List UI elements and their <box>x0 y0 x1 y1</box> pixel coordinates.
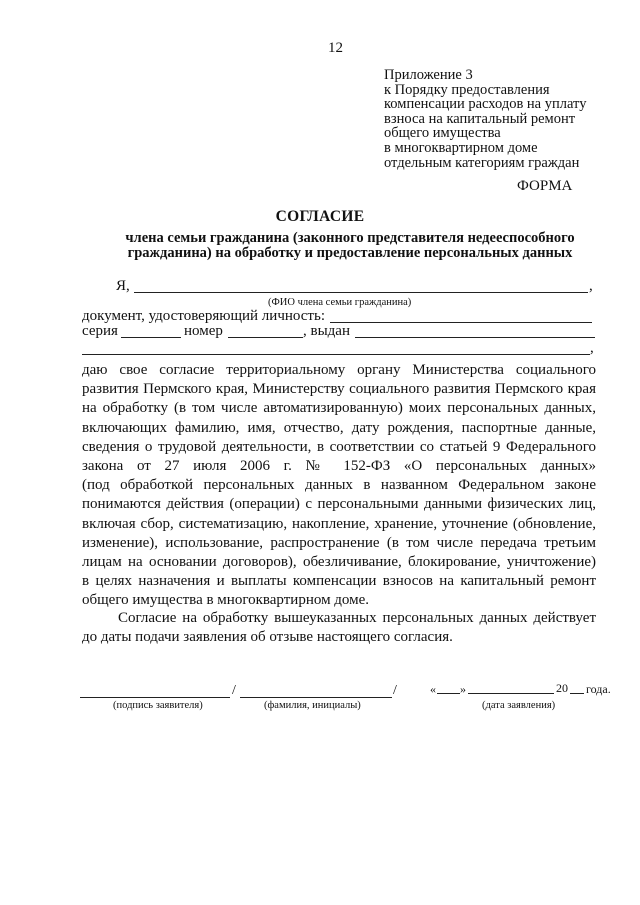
annex-line: отдельным категориям граждан <box>384 154 580 171</box>
subtitle-line: члена семьи гражданина (законного представителя недееспособного <box>125 230 575 246</box>
issued-continuation-line[interactable] <box>82 354 590 355</box>
consent-line: включая сбор, систематизацию, накопление, хранение, уточнение (обновление, <box>82 515 596 532</box>
date-quote-open: « <box>430 682 436 696</box>
year-input-line[interactable] <box>570 693 584 694</box>
subtitle-line: гражданина) на обработку и предоставление персональных данных <box>127 244 573 261</box>
consent-line: закона от 27 июля 2006 г. № 152-ФЗ «О персональных данных» <box>82 458 596 475</box>
annex-line: общего имущества <box>384 125 501 142</box>
consent-line: лицам на основании договоров), обезличивание, блокирование, уничтожение) <box>82 554 596 571</box>
consent-line: сведения о трудовой деятельности, в соответствии со статьей 9 Федерального <box>82 438 596 455</box>
validity-paragraph <box>82 609 596 647</box>
document-subtitle <box>60 231 640 260</box>
consent-line: понимаются действия (операции) с персональными данными физических лиц, <box>82 496 596 513</box>
consent-line: изменение), использование, распространение (в том числе передача третьим <box>82 534 596 551</box>
signature-input-line[interactable] <box>80 697 230 698</box>
day-input-line[interactable] <box>437 693 460 694</box>
consent-paragraph <box>82 361 596 611</box>
date-quote-close: » <box>460 682 466 696</box>
signature-caption: (подпись заявителя) <box>113 700 203 711</box>
name-input-line[interactable] <box>240 697 392 698</box>
document-label: документ, удостоверяющий личность: <box>82 308 325 324</box>
consent-line: общего имущества в многоквартирном доме. <box>82 592 370 609</box>
line-end-comma: , <box>590 340 594 356</box>
document-title: СОГЛАСИЕ <box>275 208 365 225</box>
series-label: серия <box>82 323 118 339</box>
number-input-line[interactable] <box>228 337 303 338</box>
issued-input-line[interactable] <box>355 337 595 338</box>
validity-line: Согласие на обработку вышеуказанных персональных данных действует <box>118 610 596 626</box>
date-caption: (дата заявления) <box>482 700 556 711</box>
form-label: ФОРМА <box>517 178 573 194</box>
number-label: номер <box>184 323 223 339</box>
annex-header <box>384 68 586 170</box>
fio-caption: (ФИО члена семьи гражданина) <box>268 297 412 308</box>
name-caption: (фамилия, инициалы) <box>264 700 361 711</box>
month-input-line[interactable] <box>468 693 554 694</box>
ya-label: Я, <box>116 278 130 294</box>
consent-line: в целях назначения и выплаты компенсации взносов на капитальный ремонт <box>82 573 596 590</box>
year-suffix: года. <box>586 682 611 696</box>
document-input-line[interactable] <box>330 322 592 323</box>
name-slash: / <box>393 683 397 698</box>
issued-label: , выдан <box>303 323 350 339</box>
page-number: 12 <box>328 40 343 56</box>
consent-line: включающих фамилию, имя, отчество, дату рождения, паспортные данные, <box>82 419 596 436</box>
series-input-line[interactable] <box>121 337 181 338</box>
consent-line: даю свое согласие территориальному органу Министерства социального <box>82 362 596 378</box>
consent-line: (под обработкой персональных данных в названном Федеральном законе <box>82 477 596 494</box>
annex-line: к Порядку предоставления <box>384 81 550 98</box>
signature-slash: / <box>232 683 236 698</box>
year-prefix: 20 <box>556 681 568 695</box>
validity-line: до даты подачи заявления об отзыве настоящего согласия. <box>82 629 453 646</box>
annex-line: компенсации расходов на уплату <box>384 96 587 113</box>
ya-end-comma: , <box>589 278 593 294</box>
annex-line: в многоквартирном доме <box>384 139 538 156</box>
annex-line: Приложение 3 <box>384 67 473 83</box>
consent-line: на обработку (в том числе автоматизированную) моих персональных данных, <box>82 400 596 417</box>
annex-line: взноса на капитальный ремонт <box>384 110 576 127</box>
consent-line: развития Пермского края, Министерству социального развития Пермского края <box>82 381 596 398</box>
fio-input-line[interactable] <box>134 292 588 293</box>
